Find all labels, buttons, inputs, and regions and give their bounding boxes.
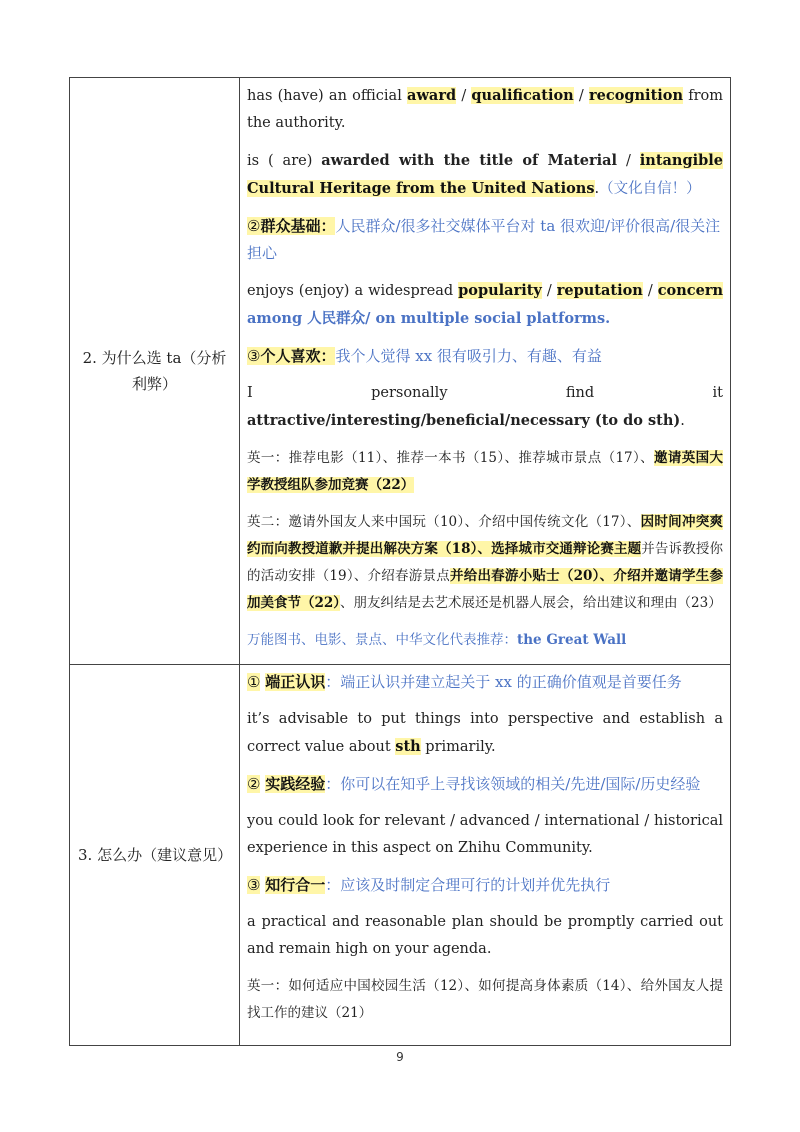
row-2-line-4: I personally find it attractive/interesting/beneficial/necessary (to do sth). (247, 385, 723, 429)
cultural-confidence-note: （文化自信！） (599, 181, 701, 197)
row-3-content (240, 665, 731, 1046)
point-3-knowledge-action: ③ 知行合一：应该及时制定合理可行的计划并优先执行 (247, 876, 611, 894)
page-number: 9 (396, 1050, 404, 1064)
exam-list-ying-1-advice: 英一：如何适应中国校园生活（12）、如何提高身体素质（14）、给外国友人提找工作的建议（21） (247, 978, 723, 1021)
keyword-award: award (407, 87, 457, 104)
point-2-mass-basis: ②群众基础：人民群众/很多社交媒体平台对 ta 很欢迎/评价很高/很关注担心 (247, 217, 721, 262)
content-table (69, 77, 731, 1046)
row-2-label: 2. 为什么选 ta（分析利弊） (70, 78, 240, 665)
row-2-line-1: has (have) an official award / qualification / recognition from the authority. (247, 87, 723, 131)
keyword-qualification: qualification (471, 87, 574, 104)
point-2-title: 实践经验 (265, 775, 326, 793)
table-row-3 (70, 665, 731, 1046)
row-2-line-2: is ( are) awarded with the title of Material / intangible Cultural Heritage from the United Nations.（文化自信！） (247, 152, 723, 197)
exam-list-ying-2: 英二：邀请外国友人来中国玩（10）、介绍中国传统文化（17）、因时间冲突爽约而向教授道歉并提出解决方案（18）、选择城市交通辩论赛主题并告诉教授你的活动安排（19）、介绍春游景点并给出春游小贴士（20）、介绍并邀请学生参加美食节（22）、朋友纠结是去艺术展还是机器人展会，给出建议和理由（23） (247, 514, 724, 611)
keyword-recognition: recognition (589, 87, 683, 104)
keyword-reputation: reputation (556, 282, 643, 299)
row-2-content (240, 78, 731, 665)
table-row-2 (70, 78, 731, 665)
point-2-practical-experience: ② 实践经验：你可以在知乎上寻找该领域的相关/先进/国际/历史经验 (247, 775, 701, 793)
keyword-popularity: popularity (458, 282, 542, 299)
universal-recommendation: 万能图书、电影、景点、中华文化代表推荐：the Great Wall (247, 632, 627, 648)
highlight-heritage: intangible Cultural Heritage from the United Nations (247, 152, 723, 197)
keyword-concern: concern (657, 282, 723, 299)
point-1-title: 端正认识 (265, 673, 326, 691)
row-3-label: 3. 怎么办（建议意见） (70, 665, 240, 1046)
exam-list-ying-1: 英一：推荐电影（11）、推荐一本书（15）、推荐城市景点（17）、邀请英国大学教授组队参加竞赛（22） (247, 450, 723, 493)
point-3-title: 知行合一 (265, 876, 326, 894)
point-1-correct-understanding: ① 端正认识：端正认识并建立起关于 xx 的正确价值观是首要任务 (247, 673, 682, 691)
point-2-title: 群众基础： (260, 217, 336, 235)
row-3-line-2: you could look for relevant / advanced / international / historical experience in this aspect on Zhihu Community. (247, 813, 723, 856)
row-2-line-3: enjoys (enjoy) a widespread popularity / reputation / concern among 人民群众/ on multiple social platforms. (247, 282, 723, 327)
point-3-personal-liking: ③个人喜欢：我个人觉得 xx 很有吸引力、有趣、有益 (247, 347, 602, 365)
point-3-title: 个人喜欢： (260, 347, 336, 365)
row-3-line-3: a practical and reasonable plan should be promptly carried out and remain high on your agenda. (247, 914, 723, 957)
row-3-line-1: it’s advisable to put things into perspective and establish a correct value about sth primarily. (247, 711, 723, 755)
